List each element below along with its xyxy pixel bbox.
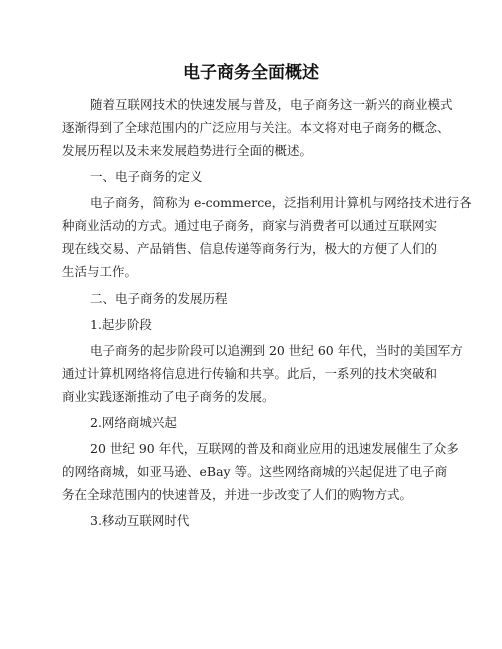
page-title: 电子商务全面概述 xyxy=(183,63,319,83)
sub2-line-1: 20 世纪 90 年代，互联网的普及和商业应用的迅速发展催生了众多 xyxy=(90,441,459,456)
sub2-line-2: 的网络商城，如亚马逊、eBay 等。这些网络商城的兴起促进了电子商 xyxy=(62,464,448,479)
section1-line-4: 生活与工作。 xyxy=(62,264,138,279)
sub1-line-3: 商业实践逐渐推动了电子商务的发展。 xyxy=(62,389,275,404)
section1-line-3: 现在线交易、产品销售、信息传递等商务行为，极大的方便了人们的 xyxy=(62,241,438,256)
sub1-line-2: 通过计算机网络将信息进行传输和共享。此后，一系列的技术突破和 xyxy=(62,366,438,381)
section1-line-2: 种商业活动的方式。通过电子商务，商家与消费者可以通过互联网实 xyxy=(62,218,438,233)
sub2-heading: 2.网络商城兴起 xyxy=(90,415,177,430)
intro-line-2: 逐渐得到了全球范围内的广泛应用与关注。本文将对电子商务的概念、 xyxy=(62,120,450,135)
sub3-heading: 3.移动互联网时代 xyxy=(90,513,190,528)
sub1-line-1: 电子商务的起步阶段可以追溯到 20 世纪 60 年代，当时的美国军方 xyxy=(90,343,463,358)
section1-heading: 一、电子商务的定义 xyxy=(90,169,203,184)
section1-line-1: 电子商务，简称为 e-commerce，泛指利用计算机与网络技术进行各 xyxy=(90,195,472,210)
intro-line-3: 发展历程以及未来发展趋势进行全面的概述。 xyxy=(62,143,313,158)
section2-heading: 二、电子商务的发展历程 xyxy=(90,291,228,306)
intro-line-1: 随着互联网技术的快速发展与普及，电子商务这一新兴的商业模式 xyxy=(90,97,453,112)
sub1-heading: 1.起步阶段 xyxy=(90,317,152,332)
sub2-line-3: 务在全球范围内的快速普及，并进一步改变了人们的购物方式。 xyxy=(62,487,413,502)
